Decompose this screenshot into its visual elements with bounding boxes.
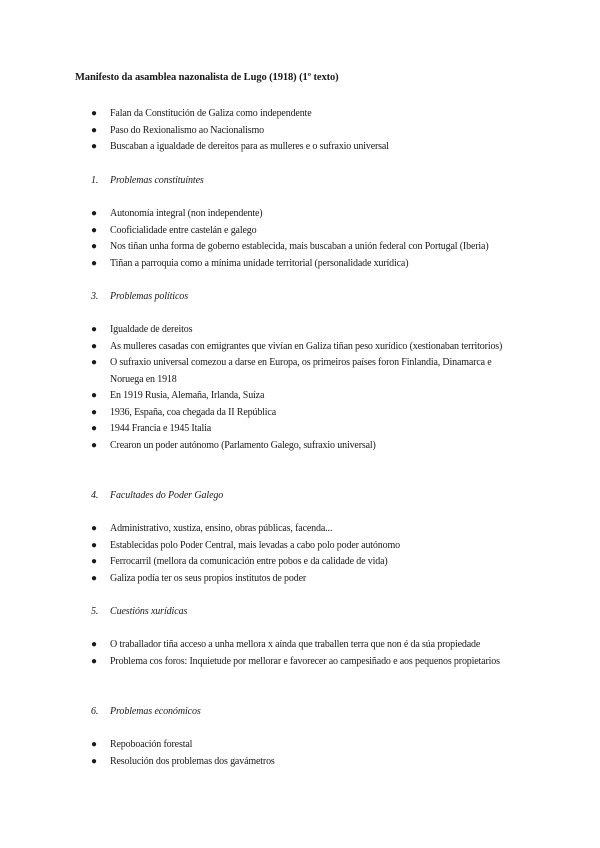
list-item: ● 1944 Francia e 1945 Italia <box>0 421 520 438</box>
section-heading: 6. Problemas económicos <box>91 706 201 717</box>
section-list <box>0 737 520 770</box>
bullet-icon: ● <box>91 556 97 567</box>
section-list <box>0 637 520 670</box>
bullet-icon: ● <box>91 406 97 418</box>
list-item: ● En 1919 Rusia, Alemaña, Irlanda, Suíza <box>0 388 520 405</box>
list-item: ● O sufraxio universal comezou a darse en Europa, os primeiros países foron Finlandia, Dinamarca e Noruega en 1918 <box>91 357 492 385</box>
list-item: ● Falan da Constitución de Galiza como independente <box>0 106 520 123</box>
list-item: ● Resolución dos problemas dos gavámetros <box>0 754 520 771</box>
bullet-icon: ● <box>91 572 97 584</box>
bullet-icon: ● <box>91 241 97 252</box>
list-item: ● Galiza podía ter os seus propios institutos de poder <box>0 571 520 588</box>
section-list <box>0 521 520 587</box>
bullet-icon: ● <box>91 655 97 667</box>
list-item: ● O traballador tiña acceso a unha mellora x aínda que traballen terra que non é da súa propiedade <box>0 637 520 654</box>
list-item: ● Ferrocarril (mellora da comunicación entre pobos e da calidade de vida) <box>0 554 520 571</box>
document-title: Manifesto da asamblea nazonalista de Lugo (1918) (1º texto) <box>75 72 339 83</box>
list-item: ● Repoboación forestal <box>0 737 520 754</box>
bullet-icon: ● <box>91 639 97 650</box>
bullet-icon: ● <box>91 224 97 236</box>
bullet-icon: ● <box>91 324 97 335</box>
intro-list <box>0 106 520 156</box>
list-item: ● Problema cos foros: Inquietude por mellorar e favorecer ao campesiñado e aos pequenos propietarios <box>0 654 520 671</box>
list-item: ● Tiñan a parroquia como a mínima unidade territorial (personalidade xurídica) <box>0 256 520 273</box>
bullet-icon: ● <box>91 141 97 152</box>
bullet-icon: ● <box>91 523 97 534</box>
section-heading: 5. Cuestións xurídicas <box>91 606 188 617</box>
bullet-icon: ● <box>91 108 97 119</box>
bullet-icon: ● <box>91 357 97 368</box>
list-item: ● Establecidas polo Poder Central, mais levadas a cabo polo poder autónomo <box>0 538 520 555</box>
bullet-icon: ● <box>91 423 97 434</box>
bullet-icon: ● <box>91 208 97 219</box>
section-heading: 1. Problemas constituíntes <box>91 175 204 186</box>
section-heading: 4. Facultades do Poder Galego <box>91 490 224 501</box>
bullet-icon: ● <box>91 340 97 352</box>
bullet-icon: ● <box>91 539 97 551</box>
bullet-icon: ● <box>91 755 97 767</box>
list-item: ● Buscaban a igualdade de dereitos para as mulleres e o sufraxio universal <box>0 139 520 156</box>
list-item: ● Autonomía integral (non independente) <box>0 206 520 223</box>
list-item: ● Paso do Rexionalismo ao Nacionalismo <box>0 123 520 140</box>
section-heading: 3. Problemas políticos <box>91 291 189 302</box>
list-item: ● Cooficialidade entre castelán e galego <box>0 223 520 240</box>
section-list <box>0 206 550 272</box>
list-item: ● 1936, España, coa chegada da II República <box>0 405 520 422</box>
list-item: ● Nos tiñan unha forma de goberno establecida, mais buscaban a unión federal con Portugal (Iberia) <box>0 239 550 256</box>
bullet-icon: ● <box>91 390 97 401</box>
bullet-icon: ● <box>91 124 97 136</box>
list-item: ● As mulleres casadas con emigrantes que vivían en Galiza tiñan peso xurídico (xestionaban territorios) <box>0 339 520 356</box>
list-item: ● Igualdade de dereitos <box>0 322 520 339</box>
bullet-icon: ● <box>91 739 97 750</box>
list-item: ● Administrativo, xustiza, ensino, obras públicas, facenda... <box>0 521 520 538</box>
bullet-icon: ● <box>91 439 97 451</box>
section-list <box>0 322 520 454</box>
list-item: ● Crearon un poder autónomo (Parlamento Galego, sufraxio universal) <box>0 438 520 455</box>
bullet-icon: ● <box>91 257 97 269</box>
